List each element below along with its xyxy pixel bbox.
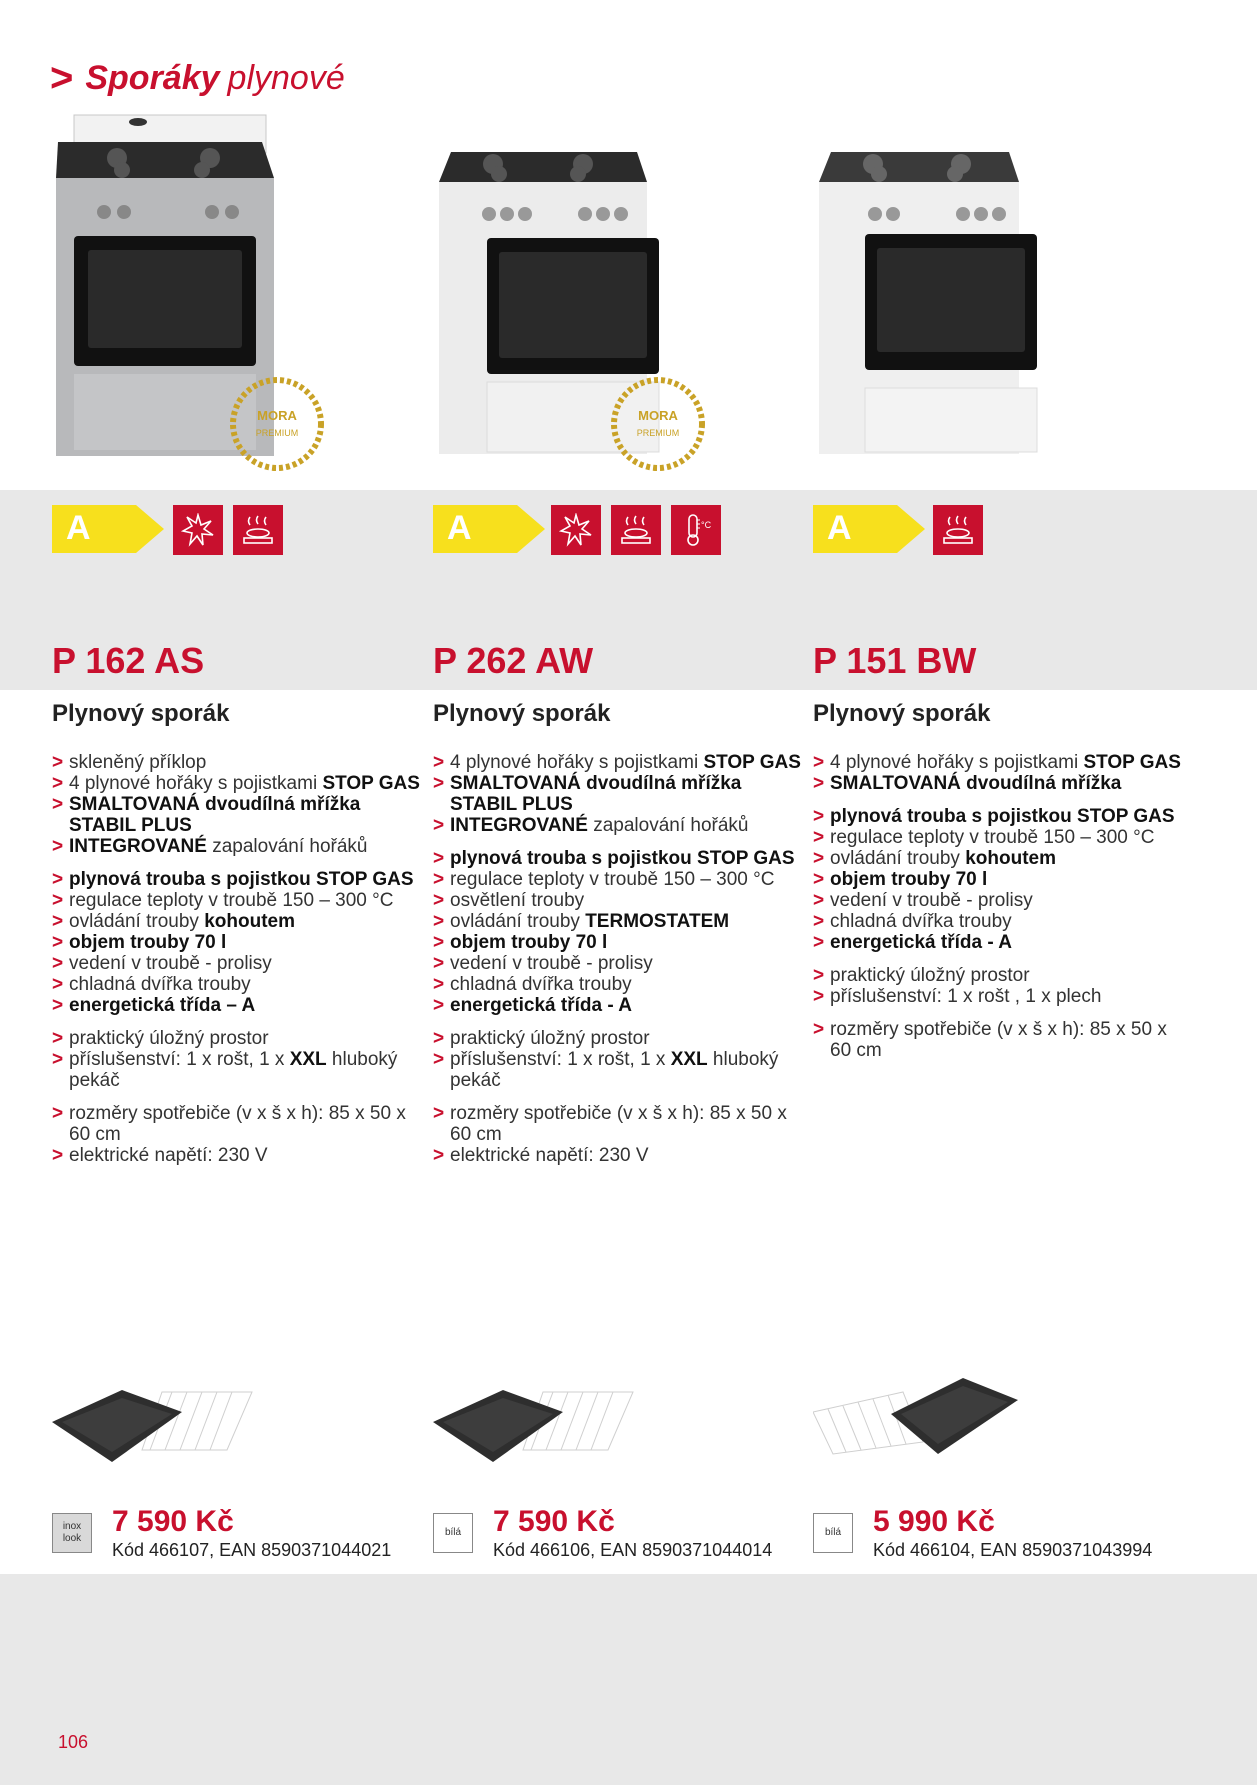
product-price: 7 590 Kč bbox=[112, 1505, 234, 1538]
color-variant-tag: inox look bbox=[52, 1513, 92, 1553]
feature-item: > praktický úložný prostor bbox=[52, 1028, 422, 1049]
accessories-tray-rack-image bbox=[433, 1372, 643, 1472]
feature-item: > osvětlení trouby bbox=[433, 890, 803, 911]
feature-item: > 4 plynové hořáky s pojistkami STOP GAS bbox=[52, 773, 422, 794]
accessories-rack-tray-image bbox=[813, 1372, 1023, 1472]
svg-text:MORA: MORA bbox=[638, 408, 678, 423]
feature-item: > ovládání trouby TERMOSTATEM bbox=[433, 911, 803, 932]
color-variant-tag: bílá bbox=[813, 1513, 853, 1553]
product-column-1: MORA PREMIUM A P 162 AS Plynový sporák > skleněný příklop > 4 plynové hořáky s pojistkami STOP GAS > SMALTOVANÁ dvoudílná mřížka STABIL PLUS > INTEGROVANÉ zapalování hořáků > plynová trouba s pojistkou STOP GAS > regulace teploty v troubě 150 – 300 °C > ovládání trouby kohoutem > objem trouby 70 l > vedení v troubě - prolisy > chladná dvířka trouby > energetická třída – A > praktický úložný prostor > příslušenství: 1 x rošt, 1 x XXL hluboký pekáč > rozměry spotřebiče (v x š x h): 85 x 50 x 60 cm > elektrické napětí: 230 V inox look 7 590 Kč Kód 466107, EAN 8590371044021 bbox=[52, 0, 412, 1785]
product-model: P 151 BW bbox=[813, 640, 977, 681]
feature-item: > vedení v troubě - prolisy bbox=[813, 890, 1183, 911]
product-code: Kód 466107, EAN 8590371044021 bbox=[112, 1540, 392, 1560]
product-price: 7 590 Kč bbox=[493, 1505, 615, 1538]
product-model: P 162 AS bbox=[52, 640, 205, 681]
feature-item: > chladná dvířka trouby bbox=[433, 974, 803, 995]
header-title-bold: Sporáky bbox=[85, 58, 220, 97]
feature-item: > praktický úložný prostor bbox=[433, 1028, 803, 1049]
feature-item: > INTEGROVANÉ zapalování hořáků bbox=[433, 815, 803, 836]
accessories-tray-rack-image bbox=[52, 1372, 262, 1472]
feature-item: > příslušenství: 1 x rošt , 1 x plech bbox=[813, 986, 1183, 1007]
feature-item: > regulace teploty v troubě 150 – 300 °C bbox=[433, 869, 803, 890]
header-title-regular: plynové bbox=[227, 58, 345, 97]
feature-item: > rozměry spotřebiče (v x š x h): 85 x 50 x 60 cm bbox=[433, 1103, 803, 1145]
feature-item: > rozměry spotřebiče (v x š x h): 85 x 50 x 60 cm bbox=[813, 1019, 1183, 1061]
gas-burner-icon bbox=[933, 505, 983, 555]
feature-item: > chladná dvířka trouby bbox=[813, 911, 1183, 932]
feature-item: > 4 plynové hořáky s pojistkami STOP GAS bbox=[813, 752, 1183, 773]
feature-item: > INTEGROVANÉ zapalování hořáků bbox=[52, 836, 422, 857]
feature-item: > energetická třída - A bbox=[433, 995, 803, 1016]
color-variant-tag: bílá bbox=[433, 1513, 473, 1553]
feature-item: > energetická třída – A bbox=[52, 995, 422, 1016]
feature-item: > vedení v troubě - prolisy bbox=[433, 953, 803, 974]
feature-item: > SMALTOVANÁ dvoudílná mřížka STABIL PLUS bbox=[433, 773, 803, 815]
feature-list bbox=[433, 752, 803, 1166]
svg-text:PREMIUM: PREMIUM bbox=[255, 428, 299, 438]
mora-premium-badge bbox=[227, 374, 327, 474]
mora-premium-badge bbox=[608, 374, 708, 474]
product-type: Plynový sporák bbox=[813, 700, 991, 727]
svg-text:°C: °C bbox=[701, 520, 712, 530]
product-column-2: MORA PREMIUM A °C P 262 AW Plynový sporák > 4 plynové hořáky s pojistkami STOP GAS > SMALTOVANÁ dvoudílná mřížka STABIL PLUS > INTEGROVANÉ zapalování hořáků > plynová trouba s pojistkou STOP GAS > regulace teploty v troubě 150 – 300 °C > osvětlení trouby > ovládání trouby TERMOSTATEM > objem trouby 70 l > vedení v troubě - prolisy > chladná dvířka trouby > energetická třída - A > praktický úložný prostor > příslušenství: 1 x rošt, 1 x XXL hluboký pekáč > rozměry spotřebiče (v x š x h): 85 x 50 x 60 cm > elektrické napětí: 230 V bílá 7 590 Kč Kód 466106, EAN 8590371044014 bbox=[433, 0, 793, 1785]
feature-item: > plynová trouba s pojistkou STOP GAS bbox=[433, 848, 803, 869]
feature-item: > objem trouby 70 l bbox=[433, 932, 803, 953]
feature-item: > objem trouby 70 l bbox=[52, 932, 422, 953]
feature-list bbox=[813, 752, 1183, 1061]
feature-item: > ovládání trouby kohoutem bbox=[813, 848, 1183, 869]
feature-item: > elektrické napětí: 230 V bbox=[433, 1145, 803, 1166]
feature-item: > plynová trouba s pojistkou STOP GAS bbox=[813, 806, 1183, 827]
feature-item: > rozměry spotřebiče (v x š x h): 85 x 50 x 60 cm bbox=[52, 1103, 422, 1145]
product-column-3: A P 151 BW Plynový sporák > 4 plynové hořáky s pojistkami STOP GAS > SMALTOVANÁ dvoudílná mřížka > plynová trouba s pojistkou STOP GAS > regulace teploty v troubě 150 – 300 °C > ovládání trouby kohoutem > objem trouby 70 l > vedení v troubě - prolisy > chladná dvířka trouby > energetická třída - A > praktický úložný prostor > příslušenství: 1 x rošt , 1 x plech > rozměry spotřebiče (v x š x h): 85 x 50 x 60 cm bílá 5 990 Kč Kód 466104, EAN 8590371043994 bbox=[813, 0, 1173, 1785]
chevron-right-icon: > bbox=[50, 56, 74, 100]
product-code: Kód 466106, EAN 8590371044014 bbox=[493, 1540, 773, 1560]
gas-burner-icon bbox=[611, 505, 661, 555]
feature-list bbox=[52, 752, 422, 1166]
product-model: P 262 AW bbox=[433, 640, 594, 681]
feature-item: > chladná dvířka trouby bbox=[52, 974, 422, 995]
product-code: Kód 466104, EAN 8590371043994 bbox=[873, 1540, 1153, 1560]
stove-white-image bbox=[813, 110, 1083, 470]
product-type: Plynový sporák bbox=[433, 700, 611, 727]
feature-item: > ovládání trouby kohoutem bbox=[52, 911, 422, 932]
product-type: Plynový sporák bbox=[52, 700, 230, 727]
feature-item: > energetická třída - A bbox=[813, 932, 1183, 953]
feature-item: > SMALTOVANÁ dvoudílná mřížka STABIL PLUS bbox=[52, 794, 422, 836]
feature-item: > vedení v troubě - prolisy bbox=[52, 953, 422, 974]
ignition-spark-icon bbox=[173, 505, 223, 555]
feature-item: > plynová trouba s pojistkou STOP GAS bbox=[52, 869, 422, 890]
feature-item: > příslušenství: 1 x rošt, 1 x XXL hluboký pekáč bbox=[52, 1049, 422, 1091]
feature-item: > regulace teploty v troubě 150 – 300 °C bbox=[52, 890, 422, 911]
svg-text:PREMIUM: PREMIUM bbox=[636, 428, 680, 438]
feature-item: > objem trouby 70 l bbox=[813, 869, 1183, 890]
thermostat-icon bbox=[671, 505, 721, 555]
svg-text:MORA: MORA bbox=[257, 408, 297, 423]
feature-item: > 4 plynové hořáky s pojistkami STOP GAS bbox=[433, 752, 803, 773]
product-price: 5 990 Kč bbox=[873, 1505, 995, 1538]
page-number: 106 bbox=[58, 1732, 89, 1752]
ignition-spark-icon bbox=[551, 505, 601, 555]
feature-item: > praktický úložný prostor bbox=[813, 965, 1183, 986]
feature-item: > elektrické napětí: 230 V bbox=[52, 1145, 422, 1166]
gas-burner-icon bbox=[233, 505, 283, 555]
feature-item: > skleněný příklop bbox=[52, 752, 422, 773]
feature-item: > regulace teploty v troubě 150 – 300 °C bbox=[813, 827, 1183, 848]
feature-item: > příslušenství: 1 x rošt, 1 x XXL hluboký pekáč bbox=[433, 1049, 803, 1091]
feature-item: > SMALTOVANÁ dvoudílná mřížka bbox=[813, 773, 1183, 794]
